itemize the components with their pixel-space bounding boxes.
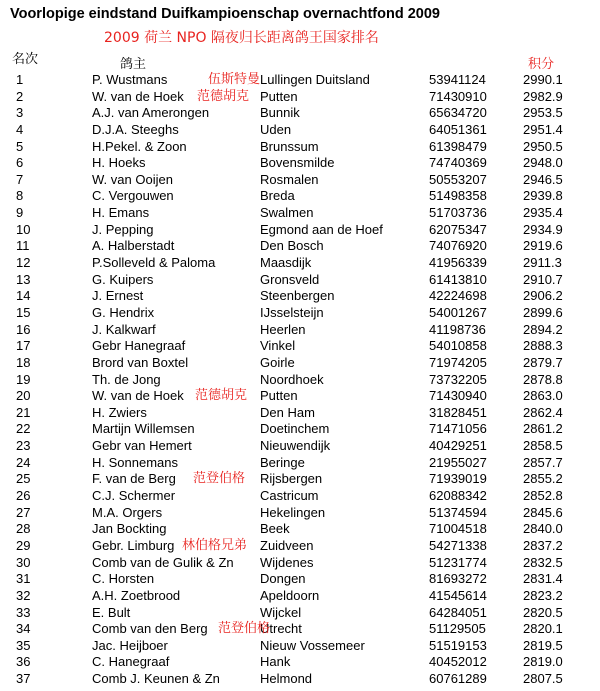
score-cell: 2910.7 [523,271,563,287]
rank-cell: 24 [16,454,31,470]
ring-number-cell: 60761289 [429,671,487,687]
city-cell: Vinkel [260,338,296,354]
city-cell: Egmond aan de Hoef [260,221,383,237]
table-row [0,222,600,239]
city-cell: Rosmalen [260,171,319,187]
table-row [0,305,600,322]
ranking-table [0,72,600,688]
city-cell: Hank [260,654,291,670]
city-cell: Castricum [260,488,319,504]
ring-number-cell: 61398479 [429,138,487,154]
table-row [0,638,600,655]
table-row [0,205,600,222]
owner-name-cell: J. Ernest [92,288,144,304]
table-row [0,438,600,455]
city-cell: Beek [260,521,290,537]
rank-cell: 31 [16,571,31,587]
rank-cell: 4 [16,121,24,137]
score-cell: 2990.1 [523,72,563,87]
owner-name-cell: Comb van den Berg [92,621,208,637]
rank-cell: 6 [16,155,24,171]
rank-cell: 11 [16,238,30,254]
owner-name-cell: Comb J. Keunen & Zn [92,671,220,687]
score-cell: 2948.0 [523,155,563,171]
table-row [0,605,600,622]
table-row [0,355,600,372]
score-cell: 2894.2 [523,321,563,337]
rank-cell: 15 [16,304,31,320]
header-owner: 鸽主 [120,57,147,72]
ring-number-cell: 64051361 [429,121,487,137]
table-row [0,322,600,339]
score-cell: 2862.4 [523,404,563,420]
city-cell: Wijckel [260,604,302,620]
owner-name-cell: J. Kalkwarf [92,321,156,337]
rank-cell: 10 [16,221,31,237]
rank-cell: 3 [16,105,24,121]
score-cell: 2819.0 [523,654,563,670]
owner-name-cell: Jan Bockting [92,521,167,537]
ring-number-cell: 81693272 [429,571,487,587]
owner-name-cell: P.Solleveld & Paloma [92,255,216,271]
rank-cell: 16 [16,321,31,337]
city-cell: Hekelingen [260,504,326,520]
owner-name-cell: H.Pekel. & Zoon [92,138,187,154]
table-row [0,405,600,422]
score-cell: 2878.8 [523,371,563,387]
ring-number-cell: 71974205 [429,354,487,370]
score-cell: 2953.5 [523,105,563,121]
score-cell: 2820.5 [523,604,563,620]
table-row [0,521,600,538]
score-cell: 2852.8 [523,488,563,504]
city-cell: Gronsveld [260,271,320,287]
rank-cell: 23 [16,438,31,454]
owner-name-cell: Jac. Heijboer [92,637,168,653]
city-cell: Beringe [260,454,305,470]
rank-cell: 12 [16,255,31,271]
table-row [0,571,600,588]
owner-name-cell: W. van de Hoek [92,88,184,104]
chinese-name-annotation: 范德胡克 [197,88,250,104]
ring-number-cell: 50553207 [429,171,487,187]
owner-name-cell: Gebr van Hemert [92,438,192,454]
table-row [0,72,600,89]
score-cell: 2934.9 [523,221,563,237]
city-cell: Dongen [260,571,306,587]
city-cell: Wijdenes [260,554,314,570]
city-cell: Apeldoorn [260,587,320,603]
owner-name-cell: E. Bult [92,604,131,620]
rank-cell: 5 [16,138,24,154]
table-row [0,288,600,305]
score-cell: 2919.6 [523,238,563,254]
table-row [0,538,600,555]
rank-cell: 34 [16,621,31,637]
ring-number-cell: 51519153 [429,637,487,653]
ring-number-cell: 65634720 [429,105,487,121]
table-row [0,654,600,671]
ring-number-cell: 71471056 [429,421,487,437]
city-cell: Putten [260,88,298,104]
table-row [0,621,600,638]
score-cell: 2946.5 [523,171,563,187]
score-cell: 2911.3 [523,255,562,271]
rank-cell: 2 [16,88,24,104]
owner-name-cell: C. Vergouwen [92,188,174,204]
table-row [0,105,600,122]
ring-number-cell: 51231774 [429,554,487,570]
rank-cell: 35 [16,637,31,653]
rank-cell: 21 [16,404,31,420]
chinese-name-annotation: 范德胡克 [195,388,248,404]
document-subtitle: 2009 荷兰 NPO 隔夜归长距离鸽王国家排名 [104,30,379,46]
table-row [0,671,600,688]
score-cell: 2879.7 [523,354,563,370]
ring-number-cell: 73732205 [429,371,487,387]
owner-name-cell: Gebr. Limburg [92,537,175,553]
city-cell: Bunnik [260,105,300,121]
owner-name-cell: G. Kuipers [92,271,154,287]
ring-number-cell: 74076920 [429,238,487,254]
rank-cell: 32 [16,587,31,603]
rank-cell: 26 [16,488,31,504]
table-row [0,372,600,389]
score-cell: 2935.4 [523,205,563,221]
rank-cell: 37 [16,671,31,687]
ring-number-cell: 53941124 [429,72,486,87]
ring-number-cell: 54010858 [429,338,487,354]
rank-cell: 18 [16,354,31,370]
city-cell: Doetinchem [260,421,330,437]
city-cell: Nieuwendijk [260,438,331,454]
table-row [0,471,600,488]
ring-number-cell: 71430910 [429,88,487,104]
header-score: 积分 [528,57,555,72]
rank-cell: 28 [16,521,31,537]
header-rank: 名次 [12,52,39,67]
score-cell: 2951.4 [523,121,563,137]
owner-name-cell: H. Emans [92,205,150,221]
table-row [0,455,600,472]
score-cell: 2831.4 [523,571,563,587]
score-cell: 2863.0 [523,388,563,404]
table-row [0,155,600,172]
table-row [0,388,600,405]
table-row [0,238,600,255]
city-cell: Nieuw Vossemeer [260,637,365,653]
city-cell: Helmond [260,671,313,687]
ring-number-cell: 21955027 [429,454,487,470]
score-cell: 2906.2 [523,288,563,304]
owner-name-cell: D.J.A. Steeghs [92,121,179,137]
table-row [0,555,600,572]
ring-number-cell: 40452012 [429,654,487,670]
owner-name-cell: A.J. van Amerongen [92,105,210,121]
chinese-name-annotation: 林伯格兄弟 [182,537,248,553]
rank-cell: 1 [16,72,24,87]
ring-number-cell: 31828451 [429,404,487,420]
rank-cell: 27 [16,504,31,520]
city-cell: Zuidveen [260,537,314,553]
ring-number-cell: 51703736 [429,205,487,221]
document-title: Voorlopige eindstand Duifkampioenschap overnachtfond 2009 [10,6,440,22]
ring-number-cell: 74740369 [429,155,487,171]
ring-number-cell: 61413810 [429,271,487,287]
ring-number-cell: 41956339 [429,255,487,271]
rank-cell: 29 [16,537,31,553]
ring-number-cell: 71939019 [429,471,487,487]
table-row [0,505,600,522]
table-row [0,588,600,605]
ring-number-cell: 41545614 [429,587,487,603]
city-cell: Uden [260,121,292,137]
table-row [0,255,600,272]
chinese-name-annotation: 伍斯特曼 [208,72,261,87]
city-cell: Steenbergen [260,288,335,304]
owner-name-cell: Martijn Willemsen [92,421,195,437]
city-cell: Breda [260,188,295,204]
ring-number-cell: 42224698 [429,288,487,304]
score-cell: 2982.9 [523,88,563,104]
score-cell: 2950.5 [523,138,563,154]
owner-name-cell: C. Horsten [92,571,155,587]
ring-number-cell: 62088342 [429,488,487,504]
rank-cell: 20 [16,388,31,404]
table-row [0,139,600,156]
owner-name-cell: A. Halberstadt [92,238,175,254]
owner-name-cell: H. Zwiers [92,404,147,420]
city-cell: Rijsbergen [260,471,323,487]
city-cell: Goirle [260,354,295,370]
owner-name-cell: W. van de Hoek [92,388,184,404]
score-cell: 2820.1 [523,621,563,637]
rank-cell: 9 [16,205,24,221]
score-cell: 2832.5 [523,554,563,570]
score-cell: 2857.7 [523,454,563,470]
rank-cell: 13 [16,271,31,287]
rank-cell: 19 [16,371,31,387]
table-row [0,338,600,355]
owner-name-cell: G. Hendrix [92,304,155,320]
table-row [0,89,600,106]
owner-name-cell: A.H. Zoetbrood [92,587,181,603]
table-row [0,272,600,289]
ring-number-cell: 71430940 [429,388,487,404]
score-cell: 2855.2 [523,471,563,487]
rank-cell: 17 [16,338,31,354]
city-cell: Lullingen Duitsland [260,72,370,87]
city-cell: Den Bosch [260,238,324,254]
owner-name-cell: F. van de Berg [92,471,176,487]
city-cell: Putten [260,388,298,404]
owner-name-cell: J. Pepping [92,221,154,237]
table-row [0,172,600,189]
score-cell: 2939.8 [523,188,563,204]
city-cell: Utrecht [260,621,302,637]
score-cell: 2858.5 [523,438,563,454]
score-cell: 2819.5 [523,637,563,653]
table-row [0,488,600,505]
ring-number-cell: 62075347 [429,221,487,237]
chinese-name-annotation: 范登伯格 [193,471,246,487]
ring-number-cell: 41198736 [429,321,486,337]
score-cell: 2823.2 [523,587,563,603]
ring-number-cell: 51498358 [429,188,487,204]
score-cell: 2899.6 [523,304,563,320]
score-cell: 2888.3 [523,338,563,354]
rank-cell: 22 [16,421,31,437]
city-cell: Den Ham [260,404,315,420]
owner-name-cell: P. Wustmans [92,72,168,87]
ring-number-cell: 54001267 [429,304,487,320]
owner-name-cell: Gebr Hanegraaf [92,338,186,354]
rank-cell: 36 [16,654,31,670]
rank-cell: 8 [16,188,24,204]
owner-name-cell: W. van Ooijen [92,171,173,187]
ring-number-cell: 40429251 [429,438,487,454]
owner-name-cell: Comb van de Gulik & Zn [92,554,234,570]
ring-number-cell: 51374594 [429,504,487,520]
rank-cell: 14 [16,288,31,304]
score-cell: 2845.6 [523,504,563,520]
owner-name-cell: Brord van Boxtel [92,354,189,370]
score-cell: 2861.2 [523,421,563,437]
city-cell: IJsselsteijn [260,304,324,320]
score-cell: 2840.0 [523,521,563,537]
rank-cell: 7 [16,171,24,187]
owner-name-cell: M.A. Orgers [92,504,163,520]
score-cell: 2837.2 [523,537,563,553]
table-row [0,188,600,205]
chinese-name-annotation: 范登伯格 [218,621,271,637]
table-row [0,421,600,438]
city-cell: Brunssum [260,138,319,154]
ring-number-cell: 51129505 [429,621,486,637]
ring-number-cell: 54271338 [429,537,487,553]
rank-cell: 33 [16,604,31,620]
city-cell: Noordhoek [260,371,324,387]
city-cell: Maasdijk [260,255,312,271]
city-cell: Heerlen [260,321,306,337]
rank-cell: 30 [16,554,31,570]
score-cell: 2807.5 [523,671,563,687]
ring-number-cell: 71004518 [429,521,487,537]
owner-name-cell: H. Hoeks [92,155,146,171]
city-cell: Bovensmilde [260,155,335,171]
owner-name-cell: C. Hanegraaf [92,654,170,670]
ring-number-cell: 64284051 [429,604,487,620]
owner-name-cell: Th. de Jong [92,371,161,387]
owner-name-cell: C.J. Schermer [92,488,176,504]
owner-name-cell: H. Sonnemans [92,454,178,470]
city-cell: Swalmen [260,205,314,221]
rank-cell: 25 [16,471,31,487]
table-row [0,122,600,139]
